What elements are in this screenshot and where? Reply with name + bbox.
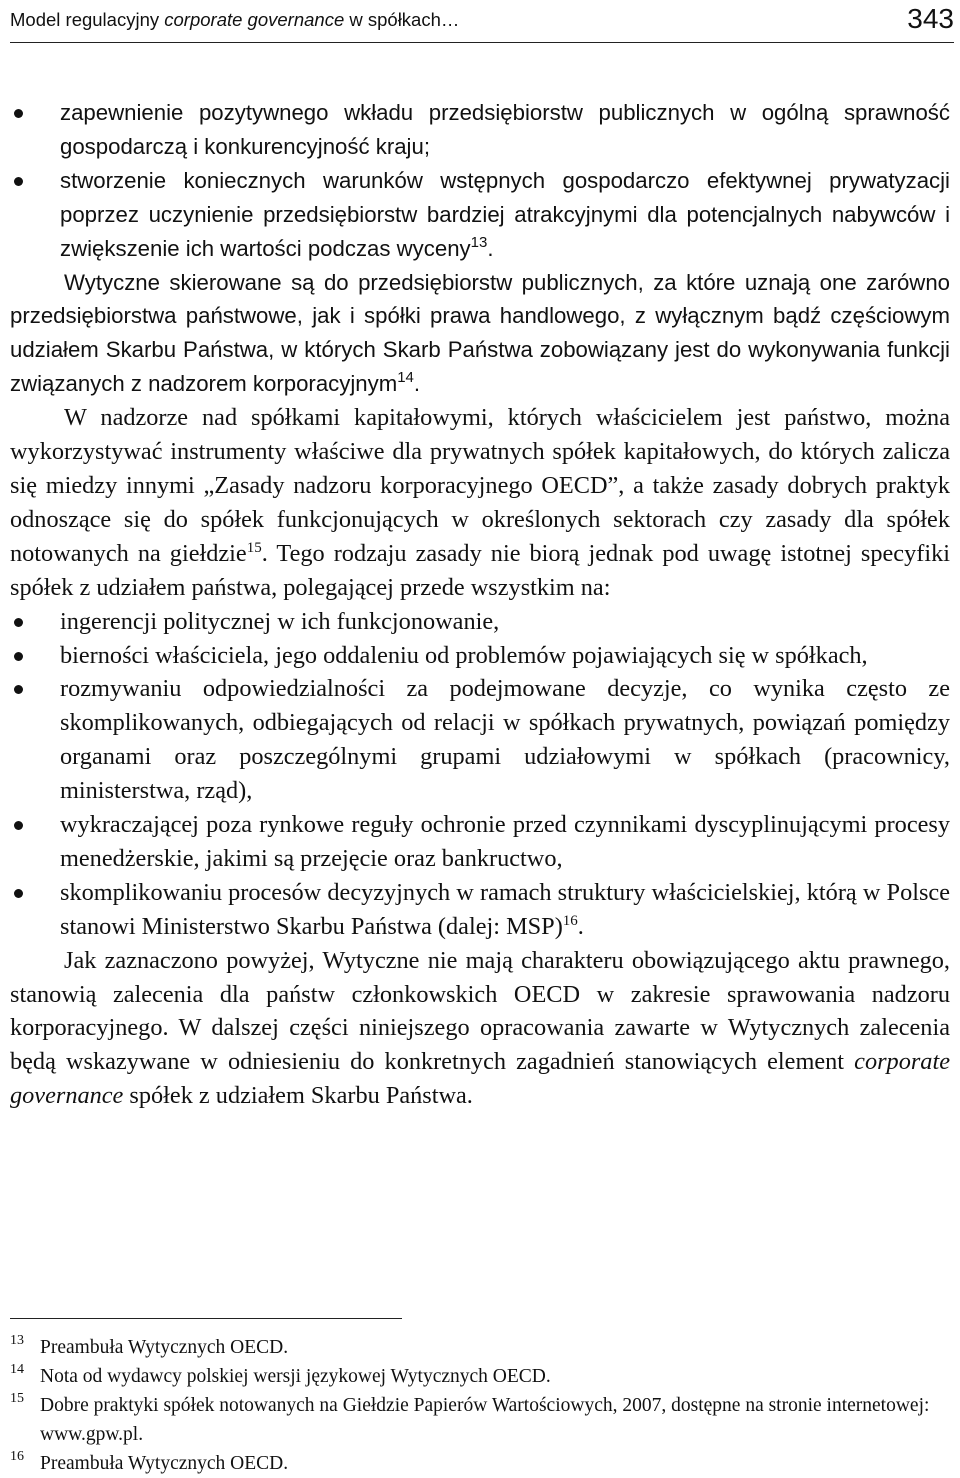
bullet-icon: [14, 618, 23, 627]
footnote: 13 Preambuła Wytycznych OECD.: [10, 1333, 950, 1362]
bullet-icon: [14, 685, 23, 694]
goals-list: [10, 96, 950, 266]
bullet-icon: [14, 177, 23, 186]
list-item: rozmywaniu odpowiedzialności za podejmowane decyzje, co wynika często ze skomplikowanych, odbiegających od relacji w spółkach prywatnych, powiązań pomiędzy organami oraz poszczególnymi grupami udziałowymi w spółkach (pracownicy, ministerstwa, rząd),: [10, 672, 950, 808]
list-item: zapewnienie pozytywnego wkładu przedsiębiorstw publicznych w ogólną sprawność gospodarczą i konkurencyjność kraju;: [10, 96, 950, 164]
footnotes: [10, 1333, 950, 1478]
bullet-icon: [14, 821, 23, 830]
bullet-icon: [14, 652, 23, 661]
running-title: [10, 9, 459, 31]
footnote: 16 Preambuła Wytycznych OECD.: [10, 1449, 950, 1478]
main-text: [10, 96, 950, 1113]
running-title-suffix: w spółkach…: [344, 9, 460, 30]
list-item: stworzenie koniecznych warunków wstępnych gospodarczo efektywnej prywatyzacji poprzez uczynienie przedsiębiorstw bardziej atrakcyjnymi dla potencjalnych nabywców i zwiększenie ich wartości podczas wyceny$^{13}$.: [10, 164, 950, 266]
paragraph: W nadzorze nad spółkami kapitałowymi, których właścicielem jest państwo, można wykorzystywać instrumenty właściwe dla prywatnych spółek kapitałowych, do których zalicza się miedzy innymi „Zasady nadzoru korporacyjnego OECD”, a także zasady dobrych praktyk odnoszące się do spółek funkcjonujących w określonych sektorach czy zasady dla spółek notowanych na giełdzie$^{15}$. Tego rodzaju zasady nie biorą jednak pod uwagę istotnej specyfiki spółek z udziałem państwa, polegającej przede wszystkim na:: [10, 404, 950, 601]
footnote: 15 Dobre praktyki spółek notowanych na Giełdzie Papierów Wartościowych, 2007, dostępne na stronie internetowej: www.gpw.pl.: [10, 1391, 950, 1449]
running-title-prefix: Model regulacyjny: [10, 9, 165, 30]
footnote-ref: 16: [562, 912, 578, 929]
footnote-number: 14: [10, 1362, 24, 1377]
paragraph: Wytyczne skierowane są do przedsiębiorstw publicznych, za które uznają one zarówno przedsiębiorstwa państwowe, jak i spółki prawa handlowego, z wyłącznym bądź częściowym udziałem Skarbu Państwa, w których Skarb Państwa zobowiązany jest do wykonywania funkcji związanych z nadzorem korporacyjnym$^{14}$.: [10, 269, 950, 397]
footnote-separator: [10, 1318, 402, 1319]
page-number: 343: [907, 3, 954, 34]
footnote-ref: 13: [470, 233, 488, 251]
footnote-ref: 14: [397, 369, 414, 387]
footnote: 14 Nota od wydawcy polskiej wersji językowej Wytycznych OECD.: [10, 1362, 950, 1391]
paragraph: Jak zaznaczono powyżej, Wytyczne nie mają charakteru obowiązującego aktu prawnego, stanowią zalecenia dla państw członkowskich OECD w zakresie sprawowania nadzoru korporacyjnego. W dalszej części niniejszego opracowania zawarte w Wytycznych zalecenia będą wskazywane w odniesieniu do konkretnych zagadnień stanowiących element corporate governance spółek z udziałem Skarbu Państwa.: [10, 946, 950, 1110]
footnote-number: 16: [10, 1449, 24, 1464]
list-item: wykraczającej poza rynkowe reguły ochronie przed czynnikami dyscyplinującymi procesy menedżerskie, jakimi są przejęcie oraz bankructwo,: [10, 808, 950, 876]
list-item: skomplikowaniu procesów decyzyjnych w ramach struktury właścicielskiej, którą w Polsce stanowi Ministerstwo Skarbu Państwa (dalej: MSP)$^{16}$.: [10, 876, 950, 944]
bullet-icon: [14, 109, 23, 118]
list-item: bierności właściciela, jego oddaleniu od problemów pojawiających się w spółkach,: [10, 639, 950, 673]
footnote-number: 13: [10, 1333, 24, 1348]
running-title-italic: corporate governance: [164, 9, 345, 30]
footnote-number: 15: [10, 1391, 24, 1406]
bullet-icon: [14, 889, 23, 898]
footnote-ref: 15: [246, 539, 262, 556]
specifics-list: [10, 605, 950, 944]
list-item: ingerencji politycznej w ich funkcjonowanie,: [10, 605, 950, 639]
running-header: [10, 0, 954, 43]
